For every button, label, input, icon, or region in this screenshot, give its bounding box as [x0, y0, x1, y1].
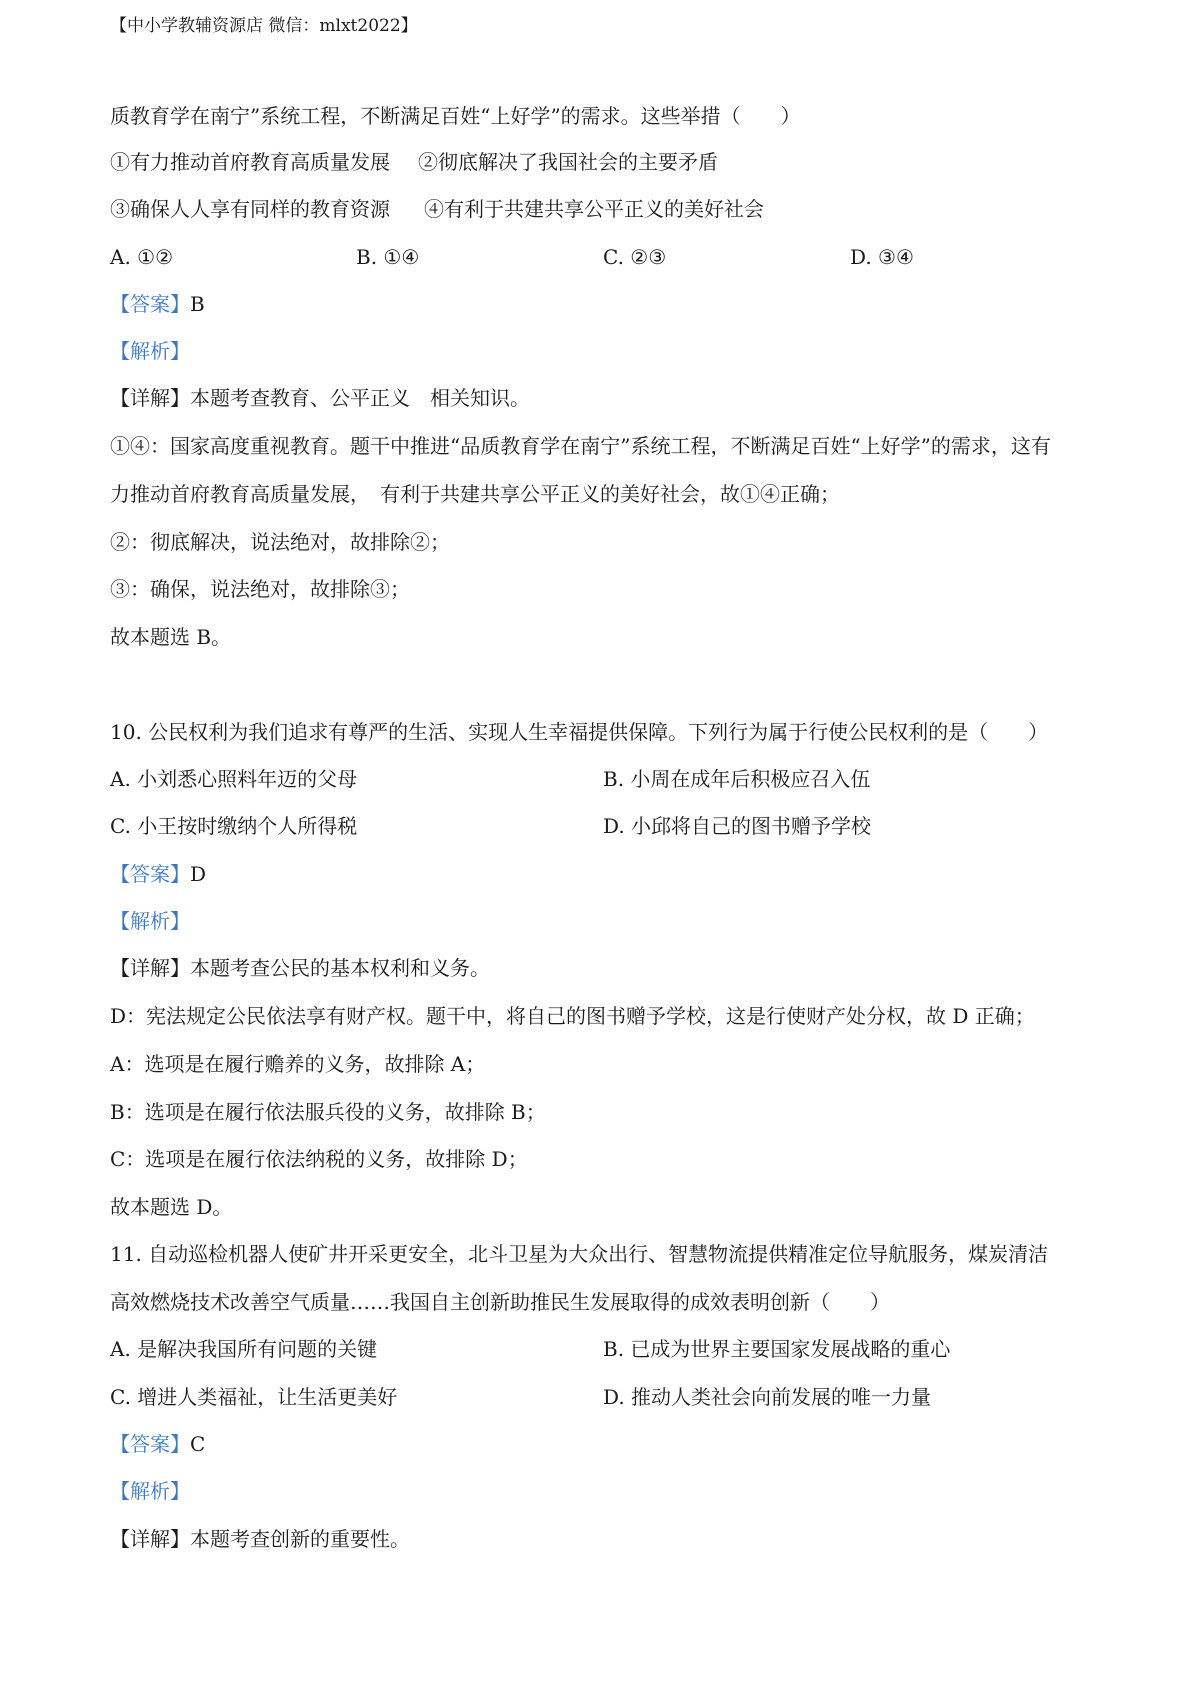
q11-option-a: A. 是解决我国所有问题的关键	[110, 1337, 378, 1361]
q10-detail-tag: 【详解】	[110, 956, 190, 980]
q11-detail-tag: 【详解】	[110, 1527, 190, 1551]
q10-analysis-line-2: A：选项是在履行赡养的义务，故排除 A；	[110, 1052, 486, 1076]
q9-answer-tag: 【答案】	[110, 292, 190, 316]
q10-answer	[110, 860, 206, 888]
q10-option-c: C. 小王按时缴纳个人所得税	[110, 814, 358, 838]
q10-analysis-line-1: D：宪法规定公民依法享有财产权。题干中，将自己的图书赠予学校，这是行使财产处分权，故 D 正确；	[110, 1004, 1035, 1028]
q11-option-b: B. 已成为世界主要国家发展战略的重心	[603, 1337, 951, 1361]
q9-option-d: D. ③④	[850, 245, 914, 269]
q11-answer-tag: 【答案】	[110, 1432, 190, 1456]
q9-option-c: C. ②③	[603, 245, 667, 269]
q9-items-row-1	[110, 148, 718, 176]
q11-stem-line-1: 11. 自动巡检机器人使矿井开采更安全，北斗卫星为大众出行、智慧物流提供精准定位导航服务，煤炭清洁	[110, 1242, 1049, 1266]
q10-option-b: B. 小周在成年后积极应召入伍	[603, 767, 871, 791]
q11-stem-line-2: 高效燃烧技术改善空气质量……我国自主创新助推民生发展取得的成效表明创新（ ）	[110, 1290, 890, 1314]
q11-answer-value: C	[190, 1432, 206, 1456]
q11-detail	[110, 1525, 410, 1553]
q9-option-a: A. ①②	[110, 245, 174, 269]
q10-detail-text: 本题考查公民的基本权利和义务。	[190, 956, 490, 980]
q9-item-2: ②彻底解决了我国社会的主要矛盾	[418, 150, 718, 174]
q10-option-d: D. 小邱将自己的图书赠予学校	[603, 814, 872, 838]
q9-detail	[110, 384, 530, 412]
q9-item-4: ④有利于共建共享公平正义的美好社会	[424, 197, 764, 221]
q10-analysis-tag: 【解析】	[110, 909, 190, 933]
q9-answer	[110, 290, 205, 318]
q11-detail-text: 本题考查创新的重要性。	[190, 1527, 410, 1551]
q11-option-c: C. 增进人类福祉，让生活更美好	[110, 1385, 398, 1409]
q9-stem-tail: 质教育学在南宁”系统工程，不断满足百姓“上好学”的需求。这些举措（ ）	[110, 104, 801, 128]
q9-analysis-line-3: ②：彻底解决，说法绝对，故排除②；	[110, 530, 450, 554]
q9-item-1: ①有力推动首府教育高质量发展	[110, 150, 390, 174]
q10-option-a: A. 小刘悉心照料年迈的父母	[110, 767, 358, 791]
q9-analysis-line-1: ①④：国家高度重视教育。题干中推进“品质教育学在南宁”系统工程，不断满足百姓“上好学”的需求，这有	[110, 434, 1051, 458]
q11-answer	[110, 1430, 205, 1458]
q10-analysis-line-3: B：选项是在履行依法服兵役的义务，故排除 B；	[110, 1100, 546, 1124]
q10-detail	[110, 954, 490, 982]
q9-answer-value: B	[190, 292, 205, 316]
q10-analysis-line-4: C：选项是在履行依法纳税的义务，故排除 D；	[110, 1147, 528, 1171]
q9-analysis-line-4: ③：确保，说法绝对，故排除③；	[110, 577, 410, 601]
q11-option-d: D. 推动人类社会向前发展的唯一力量	[603, 1385, 932, 1409]
q9-detail-tag: 【详解】	[110, 386, 190, 410]
q9-item-3: ③确保人人享有同样的教育资源	[110, 197, 390, 221]
q9-analysis-tag: 【解析】	[110, 339, 190, 363]
q9-items-row-2	[110, 195, 764, 223]
q10-stem: 10. 公民权利为我们追求有尊严的生活、实现人生幸福提供保障。下列行为属于行使公民权利的是（ ）	[110, 720, 1049, 744]
q11-analysis-tag: 【解析】	[110, 1479, 190, 1503]
q9-detail-text: 本题考查教育、公平正义 相关知识。	[190, 386, 530, 410]
page-header: 【中小学教辅资源店 微信：mlxt2022】	[110, 16, 418, 36]
q9-conclusion: 故本题选 B。	[110, 625, 232, 649]
q9-analysis-line-2: 力推动首府教育高质量发展， 有利于共建共享公平正义的美好社会，故①④正确；	[110, 482, 840, 506]
q10-answer-tag: 【答案】	[110, 862, 190, 886]
q9-option-b: B. ①④	[356, 245, 420, 269]
q10-conclusion: 故本题选 D。	[110, 1195, 233, 1219]
q10-answer-value: D	[190, 862, 207, 886]
